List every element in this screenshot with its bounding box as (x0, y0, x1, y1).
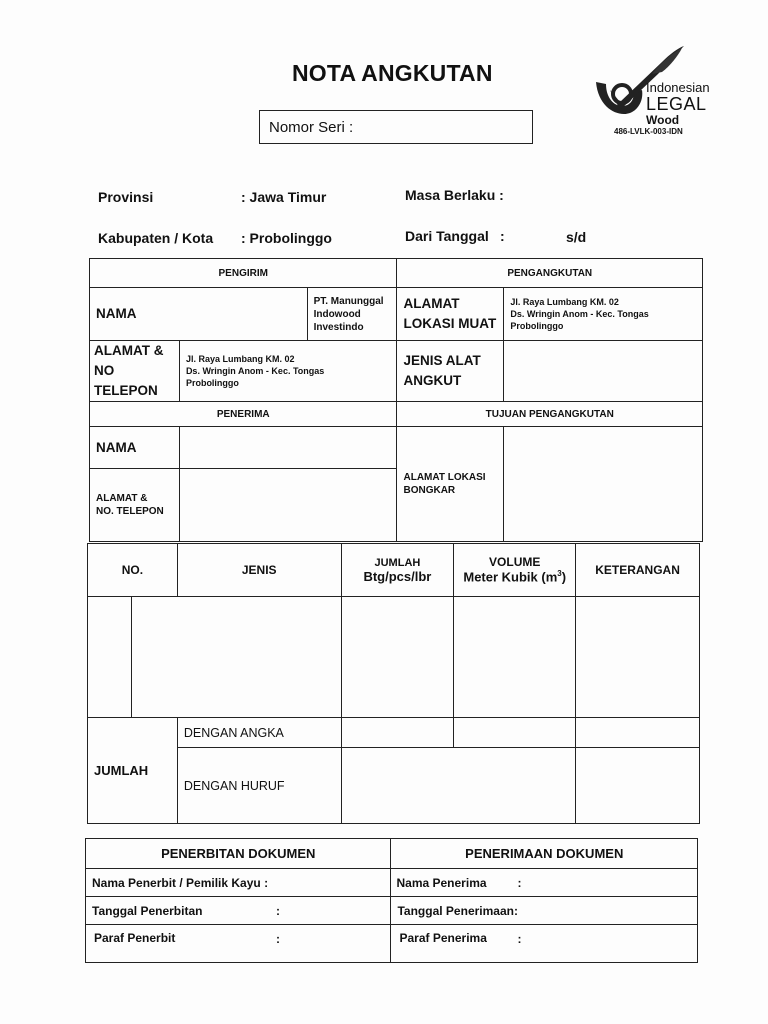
provinsi-label: Provinsi (98, 189, 154, 205)
pengirim-nama-label: NAMA (90, 288, 308, 341)
jumlah-label: JUMLAH (88, 718, 178, 824)
nama-penerbit-label: Nama Penerbit / Pemilik Kayu : (86, 869, 391, 897)
paraf-penerima-label: Paraf Penerima (399, 931, 487, 945)
total-keterangan-angka[interactable] (576, 718, 700, 748)
paraf-penerima-cell[interactable] (391, 925, 698, 963)
alamat-label-line2: NO TELEPON (94, 363, 158, 398)
lokasi-muat-line1: Jl. Raya Lumbang KM. 02 (510, 297, 619, 307)
tanggal-penerbitan-colon: : (276, 904, 280, 918)
penerima-alamat-label (90, 469, 180, 542)
penerima-alamat-value[interactable] (179, 469, 397, 542)
col-volume-close: ) (561, 569, 567, 585)
kabupaten-value: : Probolinggo (241, 230, 332, 246)
penerima-alamat-label-line1: ALAMAT & (96, 493, 148, 504)
item-volume-cell[interactable] (454, 597, 576, 718)
alamat-lokasi-bongkar-value[interactable] (504, 427, 703, 542)
col-volume-unit: Meter Kubik (m (463, 569, 558, 585)
item-keterangan-cell[interactable] (576, 597, 700, 718)
col-jenis-header: JENIS (177, 544, 341, 597)
col-volume-line2 (454, 569, 575, 584)
dari-tanggal-label: Dari Tanggal (405, 228, 489, 244)
lokasi-muat-line2: Ds. Wringin Anom - Kec. Tongas (510, 309, 649, 319)
col-jumlah-header (341, 544, 454, 597)
alamat-lokasi-muat-label: ALAMAT LOKASI MUAT (397, 288, 504, 341)
jenis-alat-angkut-label: JENIS ALAT ANGKUT (397, 341, 504, 402)
pengirim-header: PENGIRIM (90, 259, 397, 288)
paraf-penerbit-cell[interactable] (86, 925, 391, 963)
dari-tanggal-colon: : (500, 228, 505, 244)
nama-penerima-label: Nama Penerima (396, 875, 487, 890)
alamat-lokasi-bongkar-label: ALAMAT LOKASI BONGKAR (397, 427, 504, 542)
pengirim-alamat-line2: Ds. Wringin Anom - Kec. Tongas (185, 366, 325, 376)
total-keterangan-huruf[interactable] (576, 748, 700, 824)
document-title: NOTA ANGKUTAN (292, 60, 493, 86)
item-jumlah-cell[interactable] (341, 597, 454, 718)
tanggal-penerimaan-label: Tanggal Penerimaan: (391, 897, 698, 925)
jenis-alat-angkut-value[interactable] (504, 341, 703, 402)
pengangkutan-header: PENGANGKUTAN (397, 259, 703, 288)
col-volume-line1: VOLUME (489, 555, 541, 570)
provinsi-value: : Jawa Timur (241, 189, 327, 205)
total-jumlah-angka[interactable] (341, 718, 454, 748)
col-volume-sup: 3 (557, 569, 562, 579)
penerimaan-header: PENERIMAAN DOKUMEN (391, 839, 698, 869)
col-no-header: NO. (88, 544, 178, 597)
item-no-cell[interactable] (88, 597, 132, 718)
sd-label: s/d (566, 229, 587, 245)
penerima-nama-label: NAMA (90, 427, 180, 469)
logo-code: 486-LVLK-003-IDN (614, 127, 683, 136)
logo-text-wood: Wood (646, 113, 680, 127)
logo-text-legal: LEGAL (646, 94, 707, 114)
pengirim-alamat-line3: Probolinggo (185, 378, 239, 388)
col-keterangan-header: KETERANGAN (576, 544, 700, 597)
logo-text-indonesian: Indonesian (646, 80, 710, 95)
item-jenis-cell[interactable] (131, 597, 341, 718)
tanggal-penerbitan-label: Tanggal Penerbitan (92, 903, 203, 918)
total-volume-angka[interactable] (454, 718, 576, 748)
col-volume-header (454, 544, 576, 597)
tanggal-penerbitan-cell[interactable] (86, 897, 391, 925)
nama-penerima-cell[interactable] (391, 869, 698, 897)
parties-table (89, 258, 703, 542)
kabupaten-label: Kabupaten / Kota (98, 230, 214, 246)
document-issuance-table (85, 838, 698, 963)
nama-penerima-colon: : (517, 876, 522, 890)
masa-berlaku-label: Masa Berlaku : (405, 187, 504, 203)
pengirim-nama-value: PT. Manunggal Indowood Investindo (307, 288, 397, 341)
nomor-seri-label: Nomor Seri : (269, 119, 354, 136)
items-table (87, 543, 700, 824)
penerima-nama-value[interactable] (179, 427, 397, 469)
paraf-penerbit-label: Paraf Penerbit (94, 931, 176, 945)
pengirim-alamat-value (179, 341, 397, 402)
indonesian-legal-wood-logo (592, 44, 722, 144)
pengirim-alamat-line1: Jl. Raya Lumbang KM. 02 (185, 354, 295, 364)
paraf-penerbit-colon: : (276, 932, 280, 946)
lokasi-muat-line3: Probolinggo (510, 321, 564, 331)
dengan-angka-label: DENGAN ANGKA (177, 718, 341, 748)
penerima-alamat-label-line2: NO. TELEPON (96, 506, 164, 517)
penerima-header: PENERIMA (90, 402, 397, 427)
tujuan-header: TUJUAN PENGANGKUTAN (397, 402, 703, 427)
col-jumlah-line1: JUMLAH (374, 556, 421, 569)
lokasi-muat-value (504, 288, 703, 341)
col-jumlah-line2: Btg/pcs/lbr (363, 568, 432, 584)
dengan-huruf-label: DENGAN HURUF (177, 748, 341, 824)
pengirim-alamat-label (90, 341, 180, 402)
total-huruf-value[interactable] (341, 748, 576, 824)
alamat-label-line1: ALAMAT & (94, 343, 164, 358)
penerbitan-header: PENERBITAN DOKUMEN (86, 839, 391, 869)
nomor-seri-field[interactable] (259, 110, 533, 144)
paraf-penerima-colon: : (517, 932, 522, 946)
